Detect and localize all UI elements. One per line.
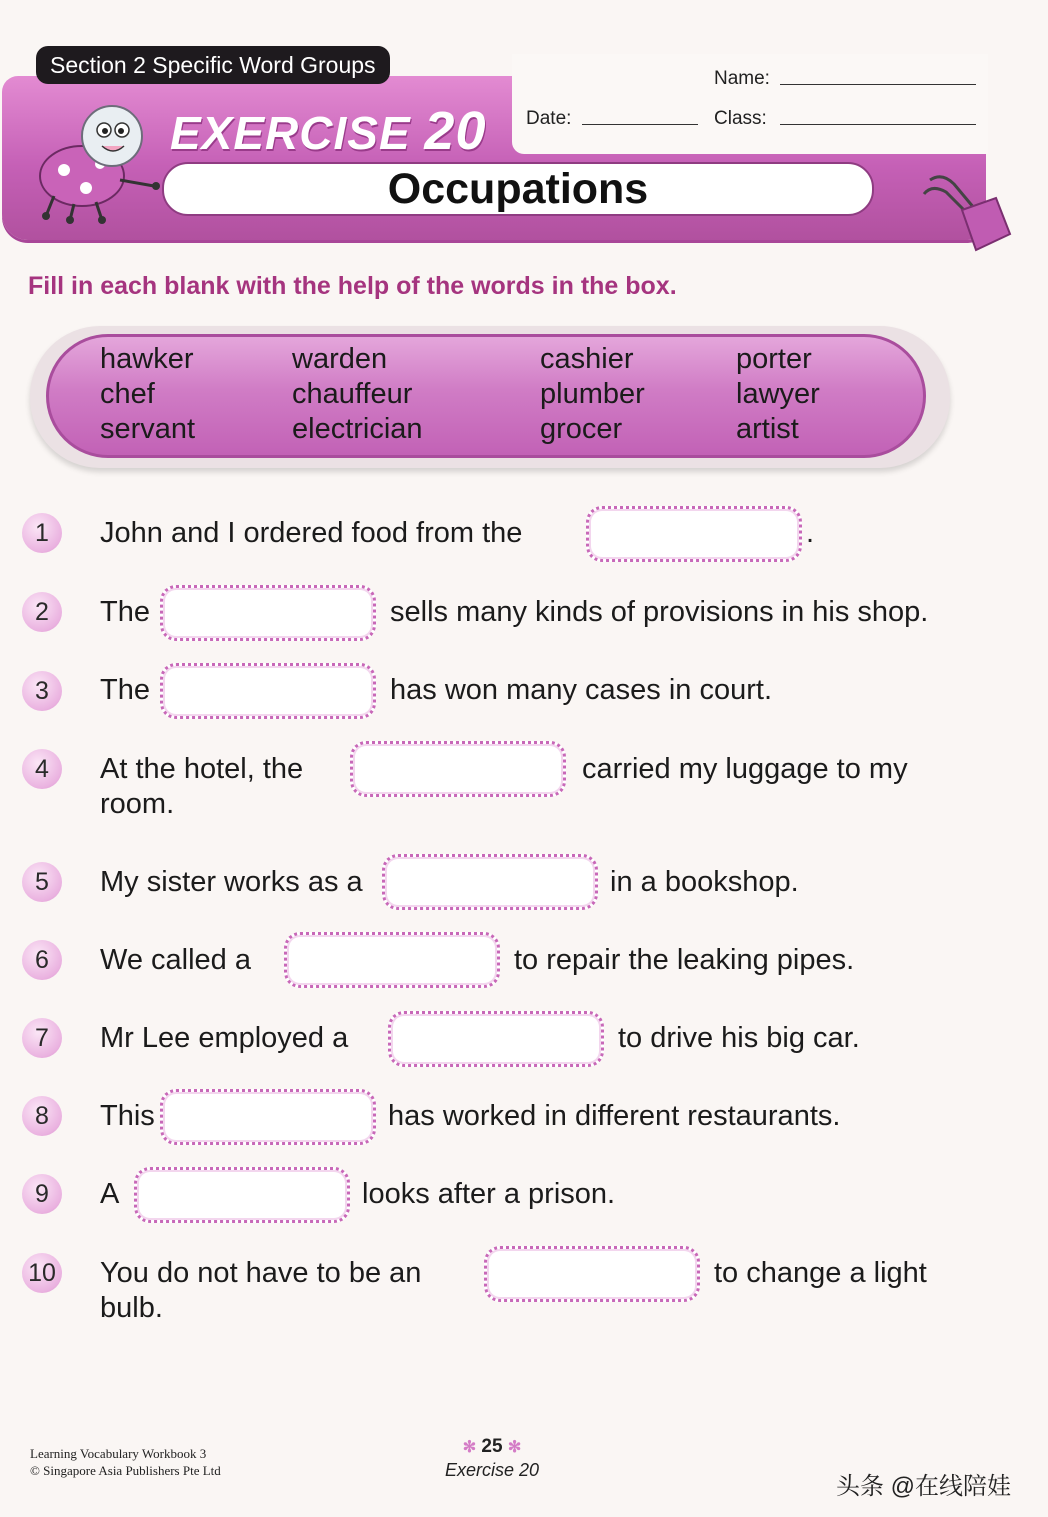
binder-clip-icon [922,170,1012,260]
flower-icon: ✻ [507,1439,522,1456]
class-label: Class: [714,108,767,129]
page-number [440,1436,544,1458]
title-pill [162,162,874,216]
word-chauffeur: chauffeur [292,378,413,410]
name-label: Name: [714,68,770,89]
word-warden: warden [292,343,388,375]
question-text: to drive his big car. [618,1022,860,1054]
exercise-word: EXERCISE [170,107,411,159]
question-number: 9 [22,1174,62,1214]
word-chef: chef [100,378,155,410]
question-text: A [100,1178,120,1210]
question-number: 6 [22,940,62,980]
question-text: sells many kinds of provisions in his shop. [390,596,929,628]
question-number: 4 [22,749,62,789]
answer-blank-3[interactable] [160,663,376,719]
question-text: The [100,674,150,706]
copyright-text: © Singapore Asia Publishers Pte Ltd [30,1463,221,1478]
answer-blank-1[interactable] [586,506,802,562]
answer-blank-10[interactable] [484,1246,700,1302]
footer-exercise-label: Exercise 20 [444,1460,540,1480]
word-plumber: plumber [540,378,645,410]
question-text: At the hotel, the [100,753,304,785]
question-text: to change a light [714,1257,927,1289]
word-grocer: grocer [540,413,623,445]
question-number: 5 [22,862,62,902]
answer-blank-7[interactable] [388,1011,604,1067]
question-text: has won many cases in court. [390,674,773,706]
watermark-text: 头条 @在线陪娃 [836,1473,1012,1500]
instruction-text: Fill in each blank with the help of the words in the box. [28,272,677,300]
question-text: The [100,596,150,628]
flower-icon: ✻ [462,1439,477,1456]
question-text: room. [100,788,175,820]
question-number: 7 [22,1018,62,1058]
class-field[interactable] [780,124,976,125]
date-field[interactable] [582,124,698,125]
word-electrician: electrician [292,413,423,445]
page-number-value: 25 [481,1436,503,1457]
question-text: bulb. [100,1292,163,1324]
question-number: 1 [22,513,62,553]
page-title: Occupations [387,165,649,213]
question-text: in a bookshop. [610,866,799,898]
question-text: Mr Lee employed a [100,1022,349,1054]
question-text: to repair the leaking pipes. [514,944,855,976]
question-text: We called a [100,944,251,976]
question-text: . [806,517,815,549]
answer-blank-2[interactable] [160,585,376,641]
word-lawyer: lawyer [736,378,820,410]
ladybug-mascot-icon [24,100,174,225]
word-porter: porter [736,343,812,375]
question-number: 3 [22,671,62,711]
word-artist: artist [736,413,799,445]
date-label: Date: [526,108,572,129]
answer-blank-6[interactable] [284,932,500,988]
question-text: My sister works as a [100,866,363,898]
exercise-number: 20 [424,101,487,161]
book-title: Learning Vocabulary Workbook 3 [30,1446,207,1461]
name-field[interactable] [780,84,976,85]
word-servant: servant [100,413,196,445]
question-text: carried my luggage to my [582,753,908,785]
answer-blank-5[interactable] [382,854,598,910]
word-hawker: hawker [100,343,194,375]
question-number: 2 [22,592,62,632]
student-info-area [512,54,988,154]
answer-blank-8[interactable] [160,1089,376,1145]
question-text: has worked in different restaurants. [388,1100,841,1132]
answer-blank-9[interactable] [134,1167,350,1223]
question-text: This [100,1100,155,1132]
question-text: You do not have to be an [100,1257,422,1289]
word-cashier: cashier [540,343,634,375]
question-text: looks after a prison. [362,1178,616,1210]
question-number: 8 [22,1096,62,1136]
answer-blank-4[interactable] [350,741,566,797]
section-label: Section 2 Specific Word Groups [36,46,390,84]
question-text: John and I ordered food from the [100,517,523,549]
question-number: 10 [22,1253,62,1293]
exercise-heading [170,100,487,162]
